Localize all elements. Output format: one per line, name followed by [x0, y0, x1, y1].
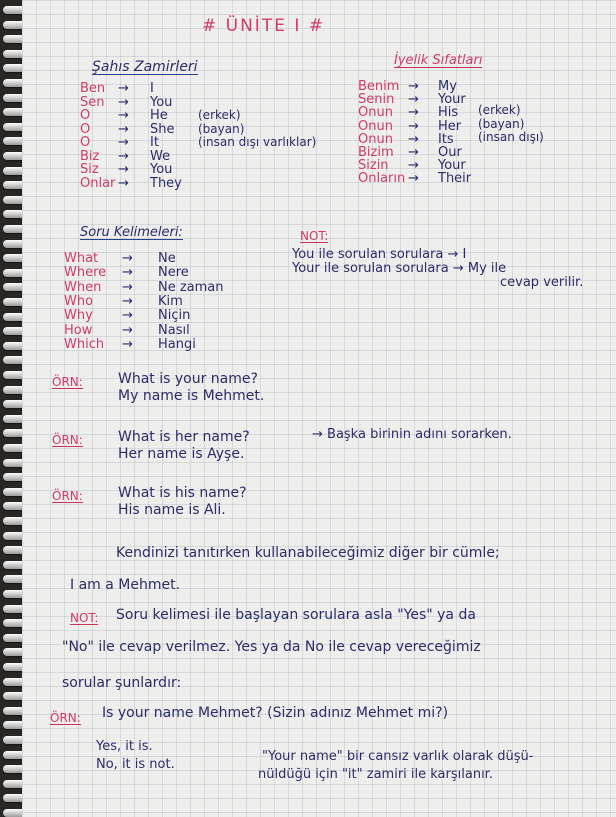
question-word-tr: Hangi: [158, 336, 196, 352]
arrow-glyph: →: [122, 251, 133, 266]
question-word-en: Where: [64, 265, 107, 281]
ornek-label: ÖRN:: [52, 489, 83, 503]
pronoun-tr: Siz: [80, 162, 99, 177]
question-word-en: What: [64, 251, 99, 266]
pronoun-en: She: [150, 121, 175, 137]
ornek-note: nüldüğü için "it" zamiri ile karşılanır.: [258, 767, 493, 782]
possessive-en: Their: [438, 171, 472, 187]
question-word-en: When: [64, 279, 102, 295]
ornek-question: Is your name Mehmet? (Sizin adınız Mehmet mi?): [102, 705, 449, 721]
ornek-question: What is her name?: [118, 429, 250, 445]
arrow-glyph: →: [118, 81, 129, 96]
possessive-en: Our: [438, 145, 462, 160]
soru-kelimeleri-heading: Soru Kelimeleri:: [80, 225, 183, 240]
arrow-glyph: →: [118, 121, 129, 137]
possessive-en: Its: [438, 131, 454, 147]
question-word-tr: Nere: [158, 265, 189, 281]
possessive-en: Your: [438, 158, 466, 174]
arrow-glyph: →: [408, 105, 419, 121]
possessive-en: His: [438, 105, 459, 121]
arrow-glyph: →: [408, 158, 419, 174]
arrow-glyph: →: [122, 308, 133, 324]
pronoun-tr: O: [80, 135, 91, 150]
arrow-glyph: →: [118, 135, 129, 150]
ornek-answer-no: No, it is not.: [96, 757, 175, 772]
possessive-tr: Sizin: [358, 158, 389, 174]
arrow-glyph: →: [408, 92, 419, 108]
pronoun-tr: Biz: [80, 148, 100, 164]
question-word-tr: Niçin: [158, 308, 191, 324]
possessive-note: (erkek): [478, 103, 521, 118]
possessive-note: (bayan): [478, 116, 525, 131]
arrow-glyph: →: [122, 336, 133, 352]
arrow-glyph: →: [408, 118, 419, 134]
ornek-note: → Başka birinin adını sorarken.: [312, 427, 512, 442]
possessive-tr: Senin: [358, 92, 395, 108]
iyelik-sifatlari-heading: İyelik Sıfatları: [394, 53, 483, 68]
paragraph-line: Kendinizi tanıtırken kullanabileceğimiz diğer bir cümle;: [116, 545, 500, 561]
pronoun-tr: O: [80, 108, 91, 123]
possessive-en: Her: [438, 118, 462, 134]
question-word-tr: Ne zaman: [158, 279, 224, 295]
pronoun-en: We: [150, 148, 171, 164]
not-label: NOT:: [300, 229, 329, 243]
possessive-tr: Benim: [358, 79, 400, 94]
possessive-en: My: [438, 79, 457, 94]
not-line: Soru kelimesi ile başlayan sorulara asla "Yes" ya da: [116, 607, 476, 623]
pronoun-tr: O: [80, 121, 91, 137]
pronoun-en: It: [150, 135, 159, 150]
ornek-label: ÖRN:: [52, 433, 83, 447]
pronoun-en: They: [150, 175, 182, 191]
pronoun-note: (erkek): [198, 108, 241, 122]
pronoun-en: You: [150, 94, 173, 110]
not-line: You ile sorulan sorulara → I: [292, 247, 467, 262]
pronoun-en: He: [150, 108, 168, 123]
pronoun-note: (insan dışı varlıklar): [198, 135, 317, 149]
not-line: sorular şunlardır:: [62, 675, 182, 691]
ornek-answer: My name is Mehmet.: [118, 388, 265, 404]
ornek-question: What is his name?: [118, 485, 247, 501]
question-word-tr: Ne: [158, 251, 176, 266]
arrow-glyph: →: [118, 175, 129, 191]
question-word-en: Who: [64, 293, 94, 309]
question-word-en: How: [64, 322, 93, 338]
arrow-glyph: →: [408, 131, 419, 147]
pronoun-note: (bayan): [198, 121, 245, 136]
possessive-en: Your: [438, 92, 466, 108]
question-word-tr: Kim: [158, 293, 183, 309]
possessive-tr: Onun: [358, 131, 393, 147]
arrow-glyph: →: [122, 322, 133, 338]
notebook-page: [22, 0, 616, 817]
not-line: cevap verilir.: [500, 275, 584, 290]
pronoun-tr: Ben: [80, 81, 106, 96]
question-word-tr: Nasıl: [158, 322, 190, 338]
sahis-zamirleri-heading: Şahıs Zamirleri: [92, 59, 198, 75]
ornek-question: What is your name?: [118, 371, 258, 387]
arrow-glyph: →: [122, 265, 133, 281]
question-word-en: Which: [64, 336, 105, 352]
not-line: Your ile sorulan sorulara → My ile: [292, 261, 507, 276]
page-title: # ÜNİTE I #: [202, 16, 326, 36]
ornek-answer: His name is Ali.: [118, 502, 226, 518]
possessive-tr: Bizim: [358, 145, 394, 160]
possessive-note: (insan dışı): [478, 129, 544, 144]
possessive-tr: Onun: [358, 105, 393, 121]
paragraph-line: I am a Mehmet.: [70, 577, 181, 593]
arrow-glyph: →: [408, 145, 419, 160]
not-line: "No" ile cevap verilmez. Yes ya da No ile cevap vereceğimiz: [62, 639, 481, 655]
possessive-tr: Onların: [358, 171, 406, 187]
arrow-glyph: →: [122, 279, 133, 295]
not-label: NOT:: [70, 611, 99, 625]
arrow-glyph: →: [118, 148, 129, 164]
arrow-glyph: →: [118, 94, 129, 110]
ornek-note: "Your name" bir cansız varlık olarak düşü-: [262, 749, 534, 764]
pronoun-tr: Onlar: [80, 175, 116, 191]
arrow-glyph: →: [118, 108, 129, 123]
pronoun-en: I: [150, 81, 154, 96]
ornek-answer: Her name is Ayşe.: [118, 446, 245, 462]
arrow-glyph: →: [122, 293, 133, 309]
question-word-en: Why: [64, 308, 93, 324]
ornek-label: ÖRN:: [52, 375, 83, 389]
arrow-glyph: →: [118, 162, 129, 177]
possessive-tr: Onun: [358, 118, 393, 134]
arrow-glyph: →: [408, 79, 419, 94]
pronoun-en: You: [150, 162, 173, 177]
ornek-label: ÖRN:: [50, 711, 81, 725]
pronoun-tr: Sen: [80, 94, 105, 110]
arrow-glyph: →: [408, 171, 419, 187]
ornek-answer-yes: Yes, it is.: [96, 739, 153, 754]
